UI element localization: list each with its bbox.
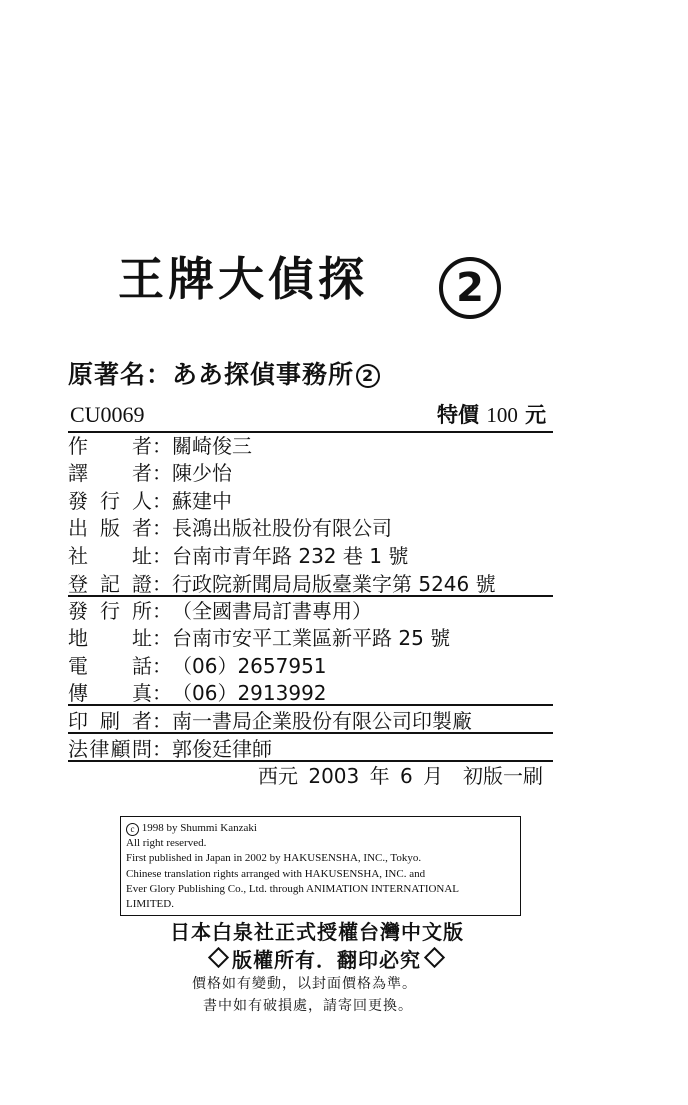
credit-label-char: 傳 bbox=[68, 681, 88, 705]
volume-number-badge: 2 bbox=[439, 257, 501, 319]
copyright-line: First published in Japan in 2002 by HAKUSENSHA, INC., Tokyo. bbox=[126, 852, 422, 865]
credit-row bbox=[68, 601, 553, 621]
credit-colon: ： bbox=[152, 434, 172, 458]
credit-label-char: 發 bbox=[68, 599, 88, 623]
credit-colon: ： bbox=[152, 737, 172, 761]
credit-value: 長鴻出版社股份有限公司 bbox=[172, 516, 392, 540]
credit-label-char: 行 bbox=[100, 599, 120, 623]
credit-row bbox=[68, 546, 553, 566]
credit-label-char: 作 bbox=[68, 434, 88, 458]
credit-row bbox=[68, 491, 553, 511]
credit-colon: ： bbox=[152, 709, 172, 733]
credit-label-char: 印 bbox=[68, 709, 88, 733]
credit-label-char: 者 bbox=[132, 461, 152, 485]
credit-row bbox=[68, 683, 553, 703]
credit-label bbox=[68, 463, 152, 483]
divider-after-fax bbox=[68, 704, 553, 706]
rights-notice-row bbox=[205, 950, 448, 970]
credit-label bbox=[68, 574, 152, 594]
credit-colon: ： bbox=[152, 599, 172, 623]
credit-label bbox=[68, 683, 152, 703]
credit-colon: ： bbox=[152, 544, 172, 568]
credit-label-char: 行 bbox=[100, 489, 120, 513]
credit-colon: ： bbox=[152, 489, 172, 513]
divider-after-lawyer bbox=[68, 760, 553, 762]
credit-label bbox=[68, 491, 152, 511]
credit-label bbox=[68, 436, 152, 456]
credit-label-char: 版 bbox=[100, 516, 120, 540]
credit-colon: ： bbox=[152, 572, 172, 596]
credit-label bbox=[68, 518, 152, 538]
divider-after-registration bbox=[68, 595, 553, 597]
credit-label-char: 登 bbox=[68, 572, 88, 596]
credit-value: 台南市安平工業區新平路 25 號 bbox=[172, 626, 451, 650]
credit-label-char: 者 bbox=[132, 709, 152, 733]
credit-row bbox=[68, 711, 553, 731]
rights-notice: 版權所有．翻印必究 bbox=[232, 948, 421, 972]
authorization-notice: 日本白泉社正式授權台灣中文版 bbox=[170, 920, 464, 944]
credit-label-char: 問 bbox=[131, 737, 152, 761]
credit-label bbox=[68, 628, 152, 648]
credit-label-char: 刷 bbox=[100, 709, 120, 733]
product-code: CU0069 bbox=[70, 402, 145, 427]
book-title: 王牌大偵探 bbox=[118, 252, 368, 306]
credit-label-char: 顧 bbox=[110, 737, 131, 761]
credit-value: 蘇建中 bbox=[172, 489, 232, 513]
price-amount: 100 bbox=[486, 403, 518, 427]
original-title-text: ああ探偵事務所 bbox=[172, 360, 355, 389]
diamond-left-icon bbox=[208, 947, 229, 968]
credit-value: 關崎俊三 bbox=[172, 434, 252, 458]
credit-label bbox=[68, 711, 152, 731]
credit-row bbox=[68, 739, 553, 759]
credit-label-char: 者 bbox=[132, 516, 152, 540]
credit-label-char: 發 bbox=[68, 489, 88, 513]
credit-value: （06）2913992 bbox=[172, 681, 327, 705]
copyright-icon: c bbox=[126, 823, 139, 836]
credit-row bbox=[68, 463, 553, 483]
credit-label-char: 真 bbox=[132, 681, 152, 705]
credit-label bbox=[68, 546, 152, 566]
divider-after-printer bbox=[68, 732, 553, 734]
credit-label-char: 證 bbox=[132, 572, 152, 596]
credit-row bbox=[68, 574, 553, 594]
credit-row bbox=[68, 628, 553, 648]
credit-label-char: 者 bbox=[132, 434, 152, 458]
credit-row bbox=[68, 656, 553, 676]
credit-label-char: 址 bbox=[132, 626, 152, 650]
original-volume-badge: 2 bbox=[356, 364, 380, 388]
exchange-notice: 書中如有破損處，請寄回更換。 bbox=[203, 998, 413, 1014]
original-title-label: 原著名： bbox=[68, 360, 173, 389]
credit-label-char: 出 bbox=[68, 516, 88, 540]
credit-label bbox=[68, 739, 152, 759]
edition-date: 西元 2003 年 6 月 初版一刷 bbox=[258, 764, 544, 788]
credit-label-char: 譯 bbox=[68, 461, 88, 485]
credit-value: 行政院新聞局局版臺業字第 5246 號 bbox=[172, 572, 496, 596]
copyright-box bbox=[120, 816, 521, 916]
credit-colon: ： bbox=[152, 461, 172, 485]
price-change-notice: 價格如有變動，以封面價格為準。 bbox=[192, 976, 417, 992]
price-unit: 元 bbox=[525, 403, 547, 427]
diamond-right-icon bbox=[424, 947, 445, 968]
price-label: 特價 bbox=[437, 403, 479, 427]
credit-value: 陳少怡 bbox=[172, 461, 232, 485]
credit-value: （全國書局訂書專用） bbox=[172, 599, 372, 623]
credit-label-char: 人 bbox=[132, 489, 152, 513]
credit-row bbox=[68, 518, 553, 538]
credit-colon: ： bbox=[152, 516, 172, 540]
copyright-line: Ever Glory Publishing Co., Ltd. through ANIMATION INTERNATIONAL bbox=[126, 882, 460, 895]
credit-label-char: 電 bbox=[68, 654, 88, 678]
credit-value: 台南市青年路 232 巷 1 號 bbox=[172, 544, 409, 568]
credit-colon: ： bbox=[152, 654, 172, 678]
credit-label-char: 所 bbox=[132, 599, 152, 623]
credit-label-char: 社 bbox=[68, 544, 88, 568]
credit-value: 郭俊廷律師 bbox=[172, 737, 272, 761]
divider-top bbox=[68, 431, 553, 433]
credit-value: （06）2657951 bbox=[172, 654, 327, 678]
credit-label-char: 記 bbox=[100, 572, 120, 596]
credit-colon: ： bbox=[152, 626, 172, 650]
credit-label-char: 話 bbox=[132, 654, 152, 678]
credit-label-char: 址 bbox=[132, 544, 152, 568]
credit-label-char: 地 bbox=[68, 626, 88, 650]
credit-colon: ： bbox=[152, 681, 172, 705]
credit-label-char: 法 bbox=[68, 737, 88, 761]
copyright-line: Chinese translation rights arranged with HAKUSENSHA, INC. and bbox=[126, 867, 426, 880]
credit-value: 南一書局企業股份有限公司印製廠 bbox=[172, 709, 472, 733]
price bbox=[437, 405, 546, 426]
credit-label-char: 律 bbox=[89, 737, 110, 761]
copyright-line: All right reserved. bbox=[126, 837, 207, 850]
credit-row bbox=[68, 436, 553, 456]
credit-label bbox=[68, 656, 152, 676]
copyright-line: c 1998 by Shummi Kanzaki bbox=[126, 821, 515, 836]
original-title bbox=[68, 362, 380, 388]
copyright-line: LIMITED. bbox=[126, 898, 174, 911]
credit-label bbox=[68, 601, 152, 621]
